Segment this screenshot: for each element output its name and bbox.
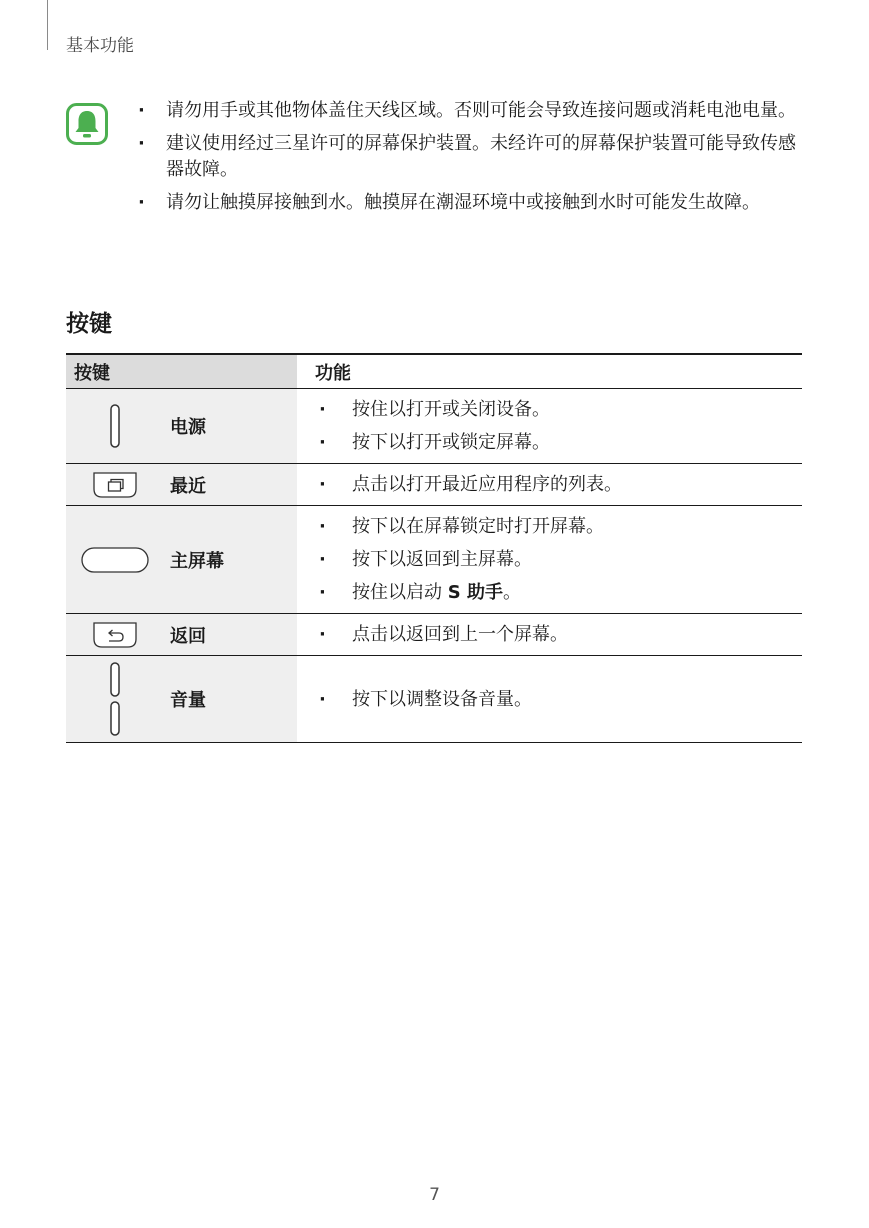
notice-item: · 请勿让触摸屏接触到水。触摸屏在潮湿环境中或接触到水时可能发生故障。 [138,190,803,216]
function-item: · 按下以返回到主屏幕。 [319,543,802,576]
key-name: 最近 [170,475,206,497]
table-row [66,506,802,614]
table-row [66,614,802,656]
function-text: 按住以启动 [352,582,448,603]
bell-icon [66,103,108,145]
notice-item: · 建议使用经过三星许可的屏幕保护装置。未经许可的屏幕保护装置可能导致传感器故障。 [138,131,803,183]
s-voice-label: S 助手 [447,582,503,603]
function-item: · 按下以调整设备音量。 [319,683,802,716]
notice-item: · 请勿用手或其他物体盖住天线区域。否则可能会导致连接问题或消耗电池电量。 [138,98,803,124]
function-item [319,576,802,609]
table-row [66,656,802,743]
table-header-key: 按键 [66,354,297,389]
function-item: · 点击以返回到上一个屏幕。 [319,618,802,651]
home-key-icon [81,547,149,573]
back-key-icon [93,622,137,648]
key-name: 返回 [170,625,206,647]
power-key-icon [108,403,122,449]
function-text: 。 [502,582,521,603]
table-row [66,464,802,506]
key-name: 主屏幕 [170,550,224,572]
function-item: · 点击以打开最近应用程序的列表。 [319,468,802,501]
key-name: 电源 [170,417,206,438]
notice-list [138,98,803,223]
function-item: · 按下以打开或锁定屏幕。 [319,426,802,459]
table-row [66,389,802,464]
corner-line [47,0,48,50]
page-number: 7 [429,1185,440,1205]
header-section-title: 基本功能 [66,36,134,56]
function-item: · 按住以打开或关闭设备。 [319,393,802,426]
keys-table [66,353,802,743]
section-title: 按键 [66,311,112,337]
table-header-function: 功能 [297,354,802,389]
volume-keys-icon [108,661,122,737]
recents-key-icon [93,472,137,498]
function-item: · 按下以在屏幕锁定时打开屏幕。 [319,510,802,543]
key-name: 音量 [170,690,206,711]
